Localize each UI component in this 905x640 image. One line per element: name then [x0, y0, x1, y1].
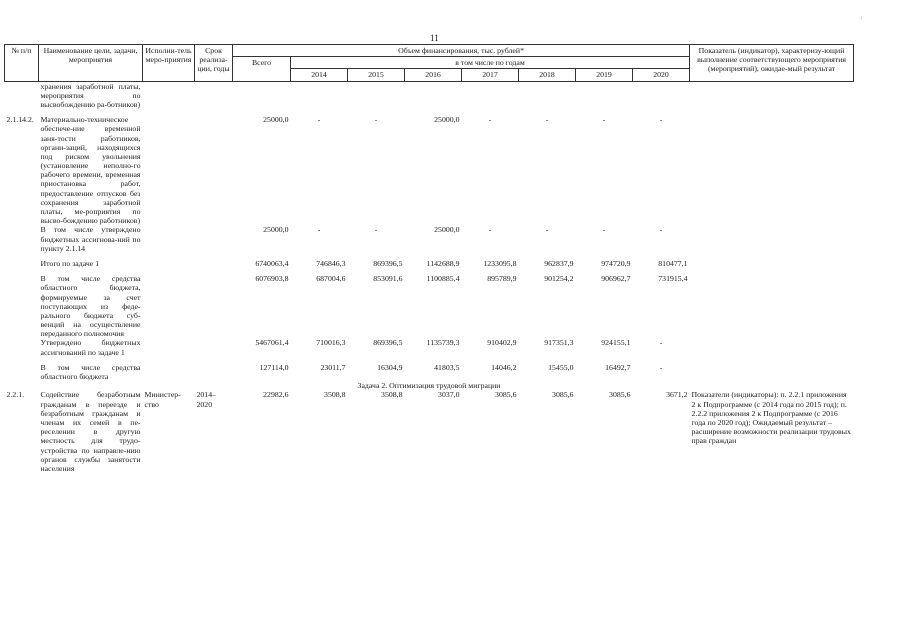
cell-2019: -: [602, 225, 606, 235]
cell-2018: 15455,0: [548, 362, 574, 372]
cell-2017: -: [488, 115, 492, 125]
row-executor: Министер-ство: [144, 390, 181, 409]
cell-2018: -: [545, 225, 549, 235]
cell-total: 6076903,8: [255, 274, 289, 284]
cell-total: 5467061,4: [255, 338, 289, 348]
header-finance: Объем финансирования, тыс. рублей*: [233, 45, 690, 57]
corner-mark: ·: [860, 14, 863, 23]
cell-2016: 1142688,9: [426, 258, 460, 268]
row-name: Содействие безработным гражданам в переезде и безработным гражданам и членам их семей в пе-реселении в другую местность для трудо-устройства по направле-нию органов службы занятости населения: [40, 390, 141, 473]
table-row: [5, 381, 854, 390]
cell-2015: -: [374, 115, 378, 125]
cell-total: 127114,0: [259, 362, 289, 372]
cell-2016: 1100885,4: [426, 274, 460, 284]
cell-2014: -: [317, 225, 321, 235]
row-term: 2014–2020: [196, 390, 216, 409]
cell-2014: -: [317, 115, 321, 125]
header-year: 2015: [348, 69, 405, 81]
table-row: [5, 259, 854, 268]
cell-2014: 3508,8: [324, 390, 346, 400]
cell-total: 25000,0: [263, 115, 289, 125]
row-indicator: Показатели (индикаторы): п. 2.2.1 приложения 2 к Подпрограмме (с 2014 года по 2015 год); п. 2.2.2 приложения 2 к Подпрограмме (с 2016 года по 2020 год); Ожидаемый результат – расширение возможности реализации трудовых прав граждан: [691, 390, 851, 446]
cell-total: 22982,6: [263, 390, 289, 400]
header-total: Всего: [233, 57, 291, 81]
financing-table: [4, 44, 854, 473]
cell-2015: 16304,9: [377, 362, 403, 372]
table-row: [5, 225, 854, 253]
table-row: [5, 390, 854, 473]
cell-2020: 810477,1: [658, 258, 688, 268]
header-year: 2017: [462, 69, 519, 81]
row-name: Материально-техническое обеспече-ние временной заня-тости работников, органи-заций, находящихся под риском увольнения (установление неполно-го рабочего времени, временная приостановка работ, предоставление отпусков без сохранения заработной платы, ме-роприятия по высво-бождению работников): [40, 115, 141, 226]
cell-2017: -: [488, 225, 492, 235]
cell-2020: -: [659, 115, 663, 125]
row-name: В том числе средства областного бюджета, формируемые за счет поступающих из феде-рального бюджета суб-венций на осуществление переданного полномочия: [40, 274, 141, 339]
cell-2019: 906962,7: [601, 274, 631, 284]
header-year: 2016: [405, 69, 462, 81]
table-body: [5, 81, 854, 473]
cell-2018: 962837,9: [544, 258, 574, 268]
row-name: В том числе средства областного бюджета: [40, 362, 141, 381]
row-name: Итого по задаче 1: [40, 258, 100, 268]
table-row: [5, 115, 854, 225]
table-header: [5, 45, 854, 82]
cell-2014: 710016,3: [316, 338, 346, 348]
page-number: 11: [430, 33, 439, 43]
table-row: [5, 338, 854, 356]
table-row: [5, 274, 854, 338]
cell-total: 25000,0: [263, 225, 289, 235]
cell-total: 6740063,4: [255, 258, 289, 268]
cell-2017: 1233095,8: [483, 258, 517, 268]
task-title: Задача 2. Оптимизация трудовой миграции: [357, 381, 501, 391]
cell-2019: 16492,7: [605, 362, 631, 372]
cell-2015: 853091,6: [373, 274, 403, 284]
cell-2020: 3671,2: [666, 390, 688, 400]
row-name: Утверждено бюджетных ассигнований по задаче 1: [40, 338, 141, 357]
table-row: [5, 363, 854, 381]
cell-2014: 746846,3: [316, 258, 346, 268]
cell-2017: 3085,6: [495, 390, 517, 400]
cell-2017: 910402,9: [487, 338, 517, 348]
header-executor: Исполни-тель меро-приятия: [143, 45, 195, 82]
cell-2018: 3085,6: [552, 390, 574, 400]
cell-2014: 687004,6: [316, 274, 346, 284]
cell-2015: 869396,5: [373, 258, 403, 268]
table-row: [5, 81, 854, 109]
cell-2018: 917351,3: [544, 338, 574, 348]
cell-2019: -: [602, 115, 606, 125]
cell-2016: 25000,0: [434, 225, 460, 235]
cell-2014: 23011,7: [320, 362, 346, 372]
cell-2015: -: [374, 225, 378, 235]
cell-2019: 924155,1: [601, 338, 631, 348]
row-name: хранения заработной платы, мероприятия по высвобождению ра-ботников): [40, 81, 141, 109]
cell-2019: 3085,6: [609, 390, 631, 400]
header-year: 2018: [519, 69, 576, 81]
cell-2015: 869396,5: [373, 338, 403, 348]
header-year: 2014: [291, 69, 348, 81]
cell-2020: -: [659, 338, 663, 348]
header-name: Наименование цели, задачи, мероприятия: [39, 45, 143, 82]
header-year: 2019: [576, 69, 633, 81]
cell-2017: 895789,9: [487, 274, 517, 284]
row-code: 2.1.14.2.: [6, 115, 34, 125]
cell-2020: -: [659, 362, 663, 372]
row-name: В том числе утверждено бюджетных ассигнова-ний по пункту 2.1.14: [40, 225, 141, 253]
row-code: 2.2.1.: [6, 390, 25, 400]
cell-2020: -: [659, 225, 663, 235]
cell-2018: 901254,2: [544, 274, 574, 284]
cell-2016: 3037,0: [438, 390, 460, 400]
cell-2016: 25000,0: [434, 115, 460, 125]
cell-2015: 3508,8: [381, 390, 403, 400]
header-by-years: в том числе по годам: [291, 57, 690, 69]
cell-2018: -: [545, 115, 549, 125]
header-indicator: Показатель (индикатор), характеризу-ющий выполнение соответствующего мероприятия (мероприятий), ожидае-мый результат: [690, 45, 854, 82]
cell-2019: 974720,9: [601, 258, 631, 268]
header-term: Срок реализа-ции, годы: [195, 45, 233, 82]
cell-2016: 41803,5: [434, 362, 460, 372]
header-year: 2020: [633, 69, 690, 81]
cell-2017: 14046,2: [491, 362, 517, 372]
cell-2016: 1135739,3: [426, 338, 460, 348]
cell-2020: 731915,4: [658, 274, 688, 284]
header-num: № п/п: [5, 45, 39, 82]
